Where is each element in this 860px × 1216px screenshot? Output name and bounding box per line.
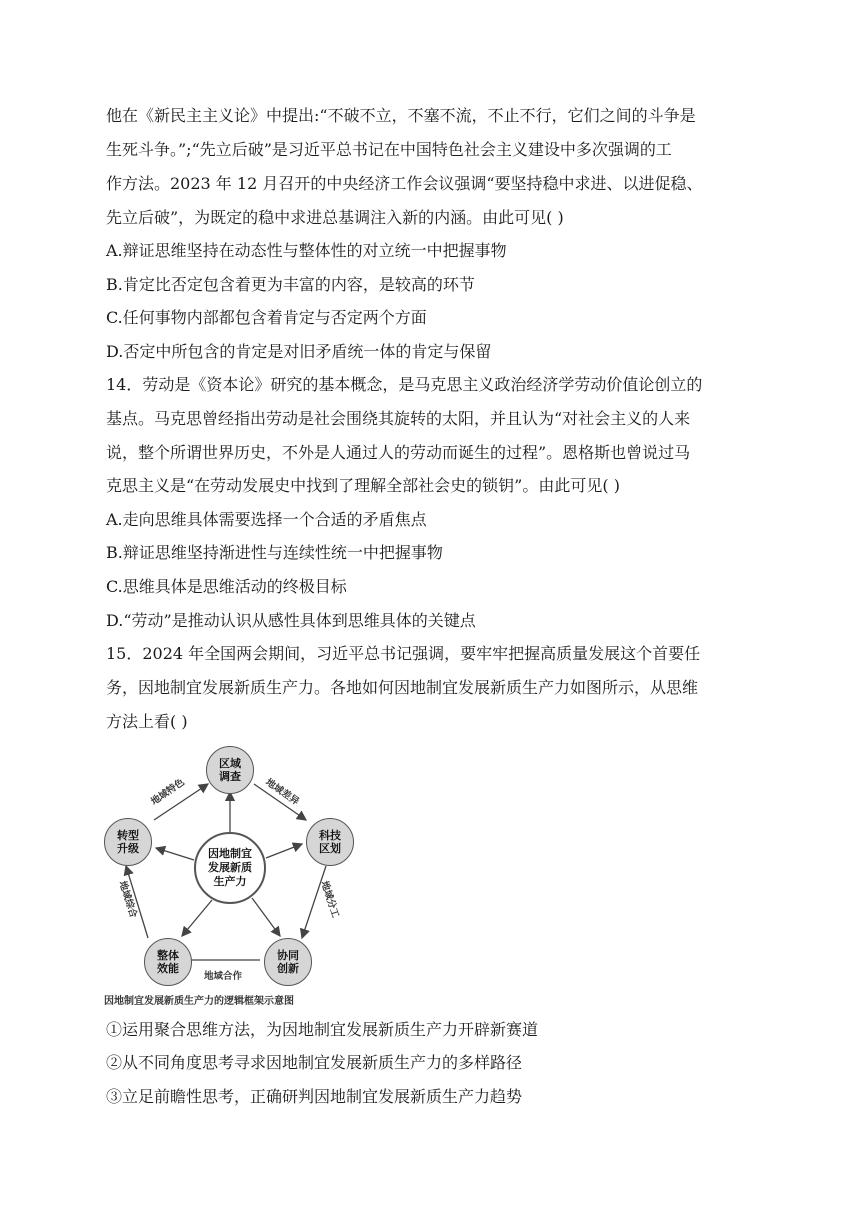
option-a: A.辩证思维坚持在动态性与整体性的对立统一中把握事物	[106, 241, 507, 260]
statement-1: ①运用聚合思维方法，为因地制宜发展新质生产力开辟新赛道	[106, 1020, 539, 1039]
edge-label-regional-cooperation: 地域合作	[204, 971, 243, 982]
diagram-caption: 因地制宜发展新质生产力的逻辑框架示意图	[104, 996, 294, 1007]
node-transformation: 转型升级	[104, 818, 152, 866]
text-line: 方法上看( )	[106, 712, 188, 731]
edge-label-regional-integration: 地域综合	[116, 879, 139, 920]
question-15: 15．2024 年全国两会期间，习近平总书记强调，要牢牢把握高质量发展这个首要任	[106, 644, 701, 663]
text-line: 克思主义是“在劳动发展史中找到了理解全部社会史的锁钥”。由此可见( )	[106, 476, 620, 495]
text-line: 务，因地制宜发展新质生产力。各地如何因地制宜发展新质生产力如图所示，从思维	[106, 678, 699, 697]
option-a: A.走向思维具体需要选择一个合适的矛盾焦点	[106, 510, 427, 529]
text-line: 作方法。2023 年 12 月召开的中央经济工作会议强调“要坚持稳中求进、以进促稳、	[106, 174, 703, 193]
node-region-survey: 区域调查	[206, 746, 254, 794]
option-b: B.肯定比否定包含着更为丰富的内容，是较高的环节	[106, 275, 475, 294]
statement-3: ③立足前瞻性思考，正确研判因地制宜发展新质生产力趋势	[106, 1087, 523, 1106]
text-line: 先立后破”，为既定的稳中求进总基调注入新的内涵。由此可见( )	[106, 208, 564, 227]
logic-framework-diagram	[104, 744, 360, 1008]
text-line: 说，整个所谓世界历史，不外是人通过人的劳动而诞生的过程”。恩格斯也曾说过马	[106, 443, 691, 462]
edge-label-regional-difference: 地域差异	[263, 776, 301, 808]
option-c: C.思维具体是思维活动的终极目标	[106, 577, 347, 596]
option-c: C.任何事物内部都包含着肯定与否定两个方面	[106, 308, 427, 327]
option-d: D.否定中所包含的肯定是对旧矛盾统一体的肯定与保留	[106, 342, 492, 361]
node-collab-innovation: 协同创新	[264, 938, 312, 986]
node-tech-zoning: 科技区划	[306, 818, 354, 866]
statement-2: ②从不同角度思考寻求因地制宜发展新质生产力的多样路径	[106, 1053, 523, 1072]
edge-label-regional-feature: 地域特色	[149, 776, 187, 808]
text-line: 生死斗争。”;“先立后破”是习近平总书记在中国特色社会主义建设中多次强调的工	[106, 140, 672, 159]
node-overall-efficiency: 整体效能	[144, 938, 192, 986]
option-d: D.“劳动”是推动认识从感性具体到思维具体的关键点	[106, 611, 476, 630]
question-14: 14．劳动是《资本论》研究的基本概念，是马克思主义政治经济学劳动价值论创立的	[106, 375, 703, 394]
text-line: 他在《新民主主义论》中提出:“不破不立，不塞不流，不止不行，它们之间的斗争是	[106, 106, 696, 125]
edge-label-regional-division: 地域分工	[318, 879, 341, 920]
center-node: 因地制宜发展新质生产力	[194, 832, 266, 904]
text-line: 基点。马克思曾经指出劳动是社会围绕其旋转的太阳，并且认为“对社会主义的人来	[106, 409, 691, 428]
option-b: B.辩证思维坚持渐进性与连续性统一中把握事物	[106, 543, 443, 562]
